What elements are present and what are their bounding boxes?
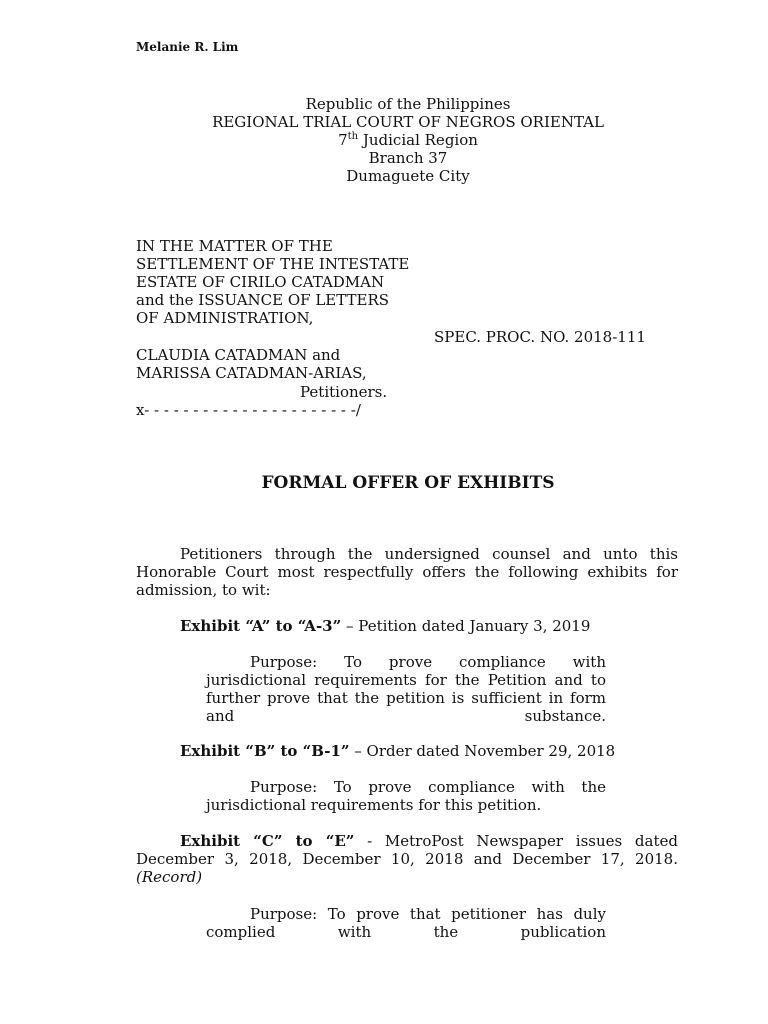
- caption-line: SETTLEMENT OF THE INTESTATE: [136, 255, 410, 273]
- exhibit-c-purpose: Purpose: To prove that petitioner has duly complied with the publication: [206, 905, 606, 941]
- petitioners-label: Petitioners.: [300, 383, 388, 401]
- exhibit-label: Exhibit “C” to “E”: [180, 832, 355, 850]
- case-number: SPEC. PROC. NO. 2018-111: [434, 328, 646, 346]
- intro-paragraph: Petitioners through the undersigned counsel and unto this Honorable Court most respectfully offers the following exhibits for admission, to wit:: [136, 545, 678, 599]
- exhibit-a-purpose: Purpose: To prove compliance with jurisdictional requirements for the Petition and to further prove that the petition is sufficient in form and substance.: [206, 653, 606, 725]
- exhibit-c-line: [136, 832, 678, 886]
- party-line: CLAUDIA CATADMAN and: [136, 346, 341, 364]
- exhibit-desc: – Petition dated January 3, 2019: [341, 617, 591, 635]
- court-name: REGIONAL TRIAL COURT OF NEGROS ORIENTAL: [212, 113, 604, 131]
- exhibit-b-line: [180, 742, 615, 760]
- branch-line: Branch 37: [368, 149, 448, 167]
- caption-line: IN THE MATTER OF THE: [136, 237, 333, 255]
- exhibit-desc: – Order dated November 29, 2018: [349, 742, 616, 760]
- record-note: (Record): [136, 868, 203, 886]
- caption-line: and the ISSUANCE OF LETTERS: [136, 291, 390, 309]
- author-name: Melanie R. Lim: [136, 40, 239, 54]
- document-title: FORMAL OFFER OF EXHIBITS: [261, 473, 555, 493]
- exhibit-a-line: [180, 617, 590, 635]
- party-line: MARISSA CATADMAN-ARIAS,: [136, 364, 367, 382]
- caption-line: OF ADMINISTRATION,: [136, 309, 314, 327]
- republic-line: Republic of the Philippines: [305, 95, 511, 113]
- case-caption: [136, 237, 409, 327]
- exhibit-label: Exhibit “A” to “A-3”: [180, 617, 342, 635]
- city-line: Dumaguete City: [346, 167, 470, 185]
- exhibit-desc: - MetroPost Newspaper issues dated December 3, 2018, December 10, 2018 and December 17, 2018.: [136, 832, 678, 868]
- caption-line: ESTATE OF CIRILO CATADMAN: [136, 273, 385, 291]
- judicial-region: 7th Judicial Region: [338, 131, 478, 149]
- court-heading: [0, 95, 768, 185]
- exhibit-label: Exhibit “B” to “B-1”: [180, 742, 350, 760]
- exhibit-b-purpose: Purpose: To prove compliance with the jurisdictional requirements for this petition.: [206, 778, 606, 814]
- parties: [136, 346, 367, 382]
- caption-divider: x- - - - - - - - - - - - - - - - - - - - - -/: [136, 401, 361, 419]
